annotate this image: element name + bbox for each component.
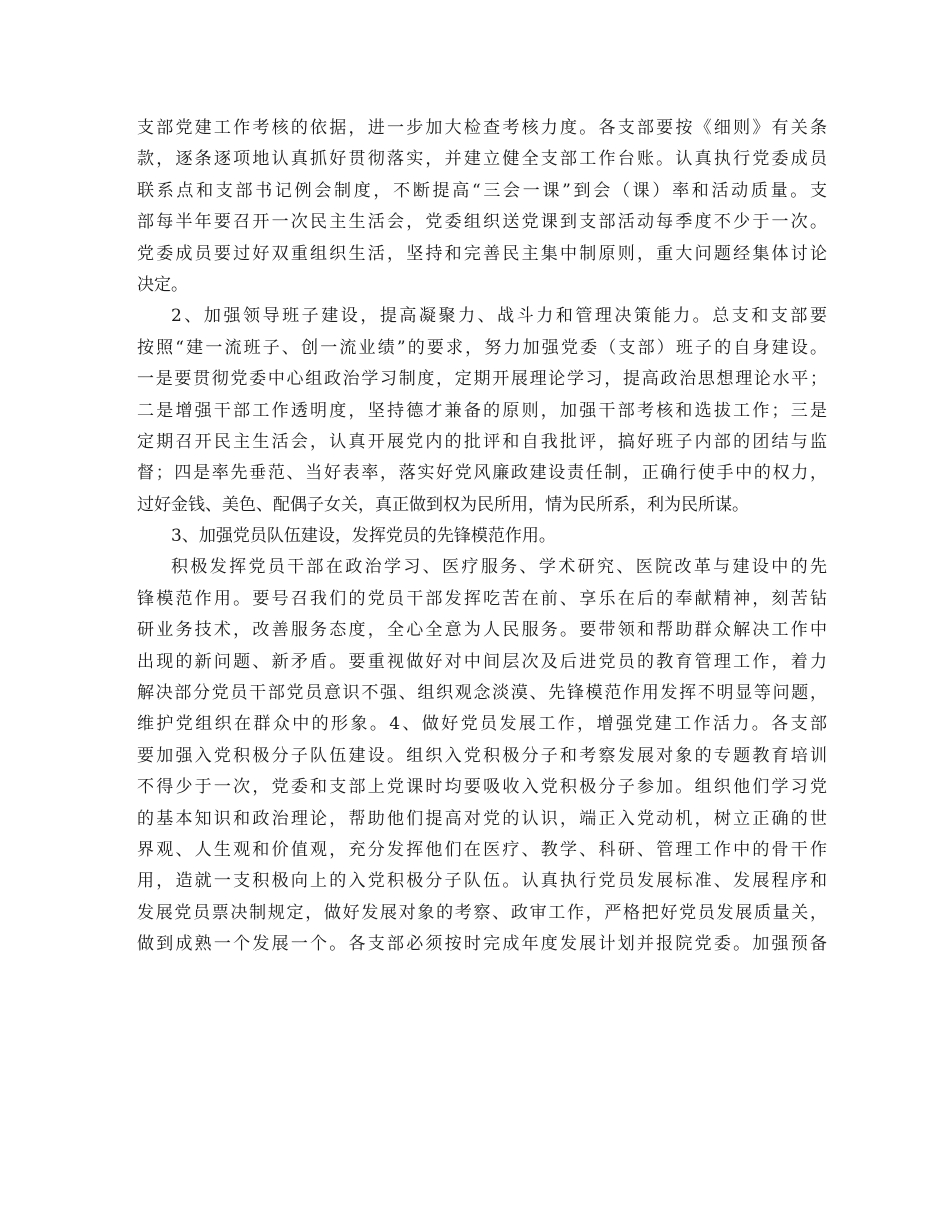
section-heading-line: 3、加强党员队伍建设，发挥党员的先锋模范作用。 bbox=[171, 526, 556, 547]
text-line: 联系点和支部书记例会制度，不断提高“三会一课”到会（课）率和活动质量。支 bbox=[137, 180, 827, 201]
body-text bbox=[137, 113, 827, 961]
text-line: 发展党员票决制规定，做好发展对象的考察、政审工作，严格把好党员发展质量关， bbox=[137, 902, 827, 923]
text-line: 一是要贯彻党委中心组政治学习制度，定期开展理论学习，提高政治思想理论水平； bbox=[137, 369, 827, 390]
text-line: 定期召开民主生活会，认真开展党内的批评和自我批评，搞好班子内部的团结与监 bbox=[137, 431, 827, 452]
text-line: 维护党组织在群众中的形象。4、做好党员发展工作，增强党建工作活力。各支部 bbox=[137, 714, 827, 735]
text-line: 用，造就一支积极向上的入党积极分子队伍。认真执行党员发展标准、发展程序和 bbox=[137, 871, 827, 892]
text-line: 界观、人生观和价值观，充分发挥他们在医疗、教学、科研、管理工作中的骨干作 bbox=[137, 839, 827, 860]
text-line: 督；四是率先垂范、当好表率，落实好党风廉政建设责任制，正确行使手中的权力， bbox=[137, 463, 827, 484]
text-line: 二是增强干部工作透明度，坚持德才兼备的原则，加强干部考核和选拔工作；三是 bbox=[137, 400, 827, 421]
text-line: 款，逐条逐项地认真抓好贯彻落实，并建立健全支部工作台账。认真执行党委成员 bbox=[137, 149, 827, 170]
text-line: 党委成员要过好双重组织生活，坚持和完善民主集中制原则，重大问题经集体讨论 bbox=[137, 243, 827, 264]
text-line: 研业务技术，改善服务态度，全心全意为人民服务。要带领和帮助群众解决工作中 bbox=[137, 620, 827, 641]
text-line: 支部党建工作考核的依据，进一步加大检查考核力度。各支部要按《细则》有关条 bbox=[137, 118, 827, 138]
text-line: 过好金钱、美色、配偶子女关，真正做到权为民所用，情为民所系，利为民所谋。 bbox=[137, 494, 749, 515]
text-line: 要加强入党积极分子队伍建设。组织入党积极分子和考察发展对象的专题教育培训 bbox=[137, 745, 827, 766]
text-line: 不得少于一次，党委和支部上党课时均要吸收入党积极分子参加。组织他们学习党 bbox=[137, 777, 827, 798]
text-line: 部每半年要召开一次民主生活会，党委组织送党课到支部活动每季度不少于一次。 bbox=[137, 212, 827, 233]
text-line: 解决部分党员干部党员意识不强、组织观念淡漠、先锋模范作用发挥不明显等问题， bbox=[137, 683, 827, 704]
text-line: 的基本知识和政治理论，帮助他们提高对党的认识，端正入党动机，树立正确的世 bbox=[137, 808, 827, 829]
paragraph-start-line: 2、加强领导班子建设，提高凝聚力、战斗力和管理决策能力。总支和支部要 bbox=[171, 306, 827, 327]
text-line: 做到成熟一个发展一个。各支部必须按时完成年度发展计划并报院党委。加强预备 bbox=[137, 934, 827, 955]
text-line: 锋模范作用。要号召我们的党员干部发挥吃苦在前、享乐在后的奉献精神，刻苦钻 bbox=[137, 588, 827, 609]
text-line: 决定。 bbox=[137, 274, 188, 295]
paragraph-start-line: 积极发挥党员干部在政治学习、医疗服务、学术研究、医院改革与建设中的先 bbox=[171, 557, 827, 578]
text-line: 出现的新问题、新矛盾。要重视做好对中间层次及后进党员的教育管理工作，着力 bbox=[137, 651, 827, 672]
text-line: 按照“建一流班子、创一流业绩”的要求，努力加强党委（支部）班子的自身建设。 bbox=[137, 337, 827, 358]
